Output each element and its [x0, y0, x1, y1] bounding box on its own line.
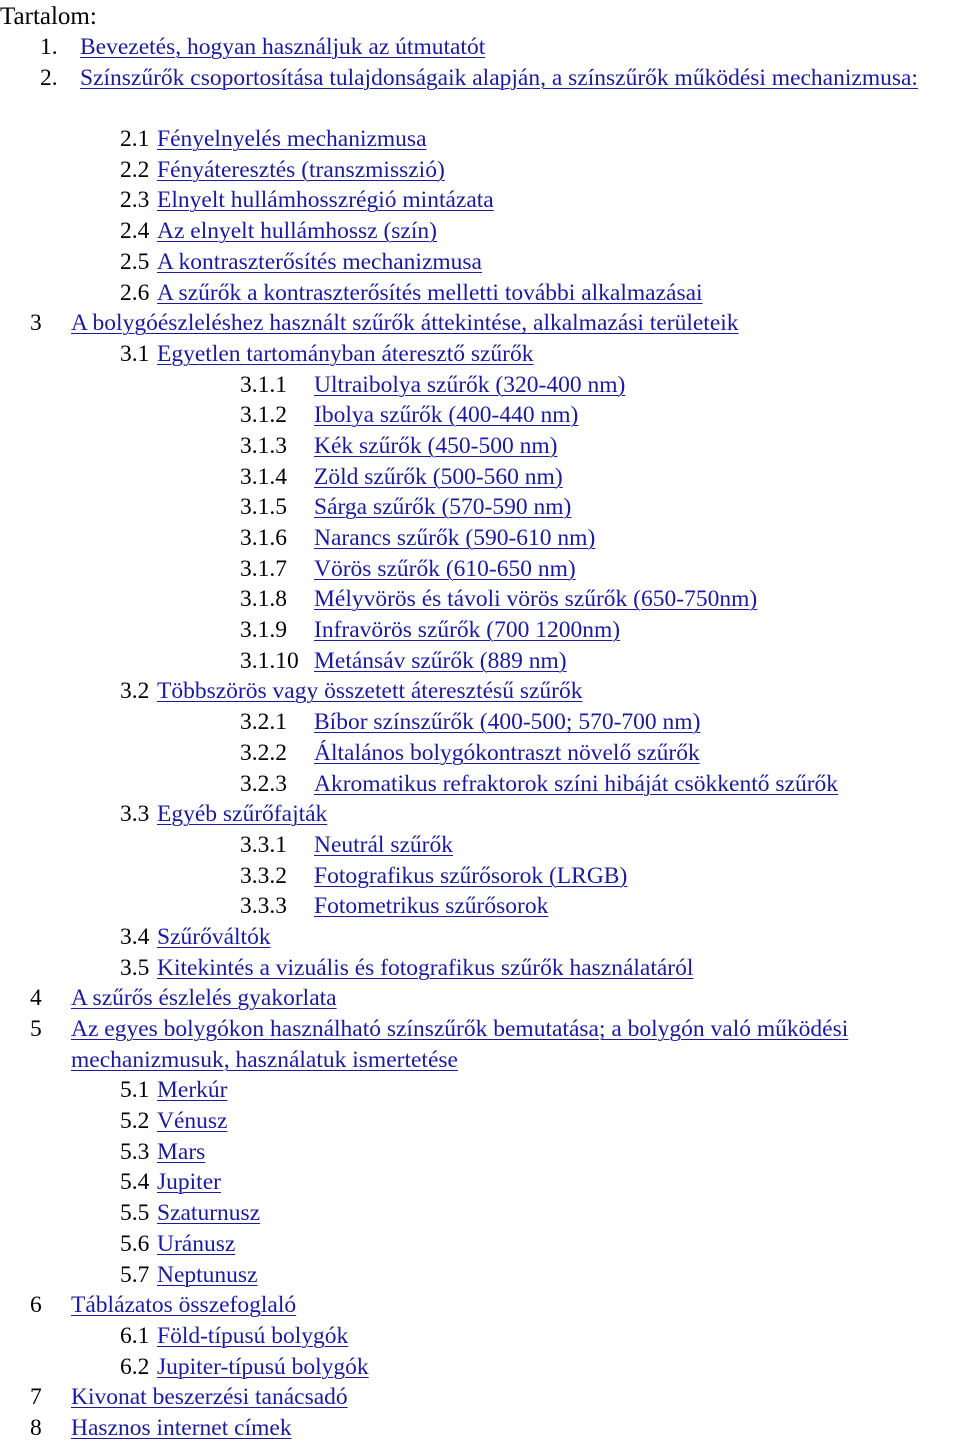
toc-entry: [0, 738, 960, 769]
toc-entry: [0, 339, 960, 370]
toc-entry-link[interactable]: Mars: [157, 1138, 206, 1165]
toc-entry: [0, 370, 960, 401]
toc-entry: [0, 492, 960, 523]
toc-list: [0, 32, 960, 1444]
toc-entry-link[interactable]: Színszűrők csoportosítása tulajdonságaik alapján, a színszűrők működési mechanizmusa:: [80, 64, 918, 91]
toc-entry-number: 6.1: [120, 1322, 150, 1349]
toc-entry: [0, 1321, 960, 1352]
toc-entry-number: 5.2: [120, 1108, 150, 1135]
toc-entry-link[interactable]: Neutrál szűrők: [314, 831, 453, 858]
toc-entry-number: 3.2: [120, 678, 150, 705]
toc-entry-number: 2.: [40, 64, 58, 91]
toc-entry-number: 3.1.7: [240, 555, 287, 582]
toc-entry-link[interactable]: Elnyelt hullámhosszrégió mintázata: [157, 187, 494, 214]
toc-entry-link[interactable]: Bevezetés, hogyan használjuk az útmutatót: [80, 34, 486, 60]
toc-entry-number: 3.1.2: [240, 402, 287, 429]
toc-entry: [0, 1260, 960, 1291]
toc-entry-link[interactable]: Infravörös szűrők (700 1200nm): [314, 617, 621, 644]
toc-entry-link[interactable]: Merkúr: [157, 1077, 228, 1104]
toc-entry-number: 3.3.1: [240, 831, 287, 858]
toc-entry-link[interactable]: Akromatikus refraktorok színi hibáját csökkentő szűrők: [314, 770, 839, 797]
toc-entry-link[interactable]: Ibolya szűrők (400-440 nm): [314, 402, 579, 429]
toc-entry-number: 5.1: [120, 1077, 150, 1104]
toc-entry-number: 2.5: [120, 248, 150, 275]
toc-entry-number: 7: [30, 1384, 42, 1411]
toc-entry-link[interactable]: Mélyvörös és távoli vörös szűrők (650-750nm): [314, 586, 758, 613]
toc-entry-link[interactable]: Egyetlen tartományban áteresztő szűrők: [157, 340, 534, 367]
toc-entry-number: 3.1.10: [240, 647, 299, 674]
toc-entry: [0, 891, 960, 922]
toc-entry-number: 2.6: [120, 279, 150, 306]
toc-entry: [0, 32, 960, 63]
toc-entry-number: 2.4: [120, 218, 150, 245]
toc-entry-link[interactable]: A bolygóészleléshez használt szűrők áttekintése, alkalmazási területeik: [71, 310, 739, 337]
toc-entry-number: 3.5: [120, 954, 150, 981]
toc-entry-number: 3.1.4: [240, 463, 287, 490]
toc-entry-link[interactable]: Táblázatos összefoglaló: [71, 1292, 297, 1319]
toc-entry: [0, 278, 960, 309]
toc-entry-number: 2.1: [120, 126, 150, 153]
toc-entry-link[interactable]: Egyéb szűrőfajták: [157, 801, 328, 828]
toc-entry: [0, 554, 960, 585]
toc-entry-link[interactable]: Kivonat beszerzési tanácsadó: [71, 1384, 348, 1411]
toc-entry-number: 3.1.6: [240, 525, 287, 552]
toc-entry: [0, 983, 960, 1014]
toc-entry-link[interactable]: A szűrős észlelés gyakorlata: [71, 985, 337, 1012]
toc-entry: [0, 308, 960, 339]
toc-entry: [0, 861, 960, 892]
toc-entry-link[interactable]: Az egyes bolygókon használható színszűrők bemutatása; a bolygón való működési mechanizmusuk, használatuk ismertetése: [71, 1016, 849, 1073]
toc-entry-link[interactable]: Fotometrikus szűrősorok: [314, 893, 549, 920]
toc-entry-number: 8: [30, 1414, 42, 1441]
toc-entry-link[interactable]: Fotografikus szűrősorok (LRGB): [314, 862, 628, 889]
toc-entry-link[interactable]: A kontraszterősítés mechanizmusa: [157, 248, 482, 275]
toc-entry-link[interactable]: Vörös szűrők (610-650 nm): [314, 555, 576, 582]
toc-entry-link[interactable]: Általános bolygókontraszt növelő szűrők: [314, 739, 700, 766]
toc-entry-link[interactable]: Metánsáv szűrők (889 nm): [314, 647, 567, 674]
toc-entry: [0, 707, 960, 738]
toc-entry: [0, 1167, 960, 1198]
toc-entry-link[interactable]: Narancs szűrők (590-610 nm): [314, 525, 596, 552]
toc-entry: [0, 769, 960, 800]
toc-entry-number: 5: [30, 1016, 42, 1043]
toc-entry-link[interactable]: Jupiter: [157, 1169, 221, 1196]
toc-entry: [0, 1352, 960, 1383]
toc-entry-number: 6: [30, 1292, 42, 1319]
toc-entry-number: 5.6: [120, 1230, 150, 1257]
toc-entry-number: 1.: [40, 34, 58, 60]
toc-entry-number: 6.2: [120, 1353, 150, 1380]
toc-entry-number: 3.1.8: [240, 586, 287, 613]
toc-entry: [0, 523, 960, 554]
toc-entry-link[interactable]: A szűrők a kontraszterősítés melletti további alkalmazásai: [157, 279, 703, 306]
toc-entry-number: 3.1.1: [240, 371, 287, 398]
toc-entry-link[interactable]: Jupiter-típusú bolygók: [157, 1353, 369, 1380]
toc-entry-number: 3.2.2: [240, 739, 287, 766]
toc-entry: [0, 431, 960, 462]
toc-entry-number: 5.7: [120, 1261, 150, 1288]
toc-entry-link[interactable]: Vénusz: [157, 1108, 228, 1135]
toc-entry-number: 5.4: [120, 1169, 150, 1196]
toc-entry-number: 3.1.5: [240, 494, 287, 521]
toc-entry-link[interactable]: Többszörös vagy összetett áteresztésű szűrők: [157, 678, 583, 705]
toc-entry-link[interactable]: Uránusz: [157, 1230, 236, 1257]
toc-entry: [0, 676, 960, 707]
toc-entry-number: 3.4: [120, 923, 150, 950]
toc-entry-link[interactable]: Szaturnusz: [157, 1200, 261, 1227]
toc-entry: [0, 1014, 960, 1075]
toc-entry: [0, 1198, 960, 1229]
toc-entry: [0, 462, 960, 493]
toc-entry-number: 5.5: [120, 1200, 150, 1227]
toc-entry-number: 4: [30, 985, 42, 1012]
toc-entry-number: 3: [30, 310, 42, 337]
toc-entry-link[interactable]: Az elnyelt hullámhossz (szín): [157, 218, 437, 245]
toc-entry-number: 3.2.1: [240, 709, 287, 736]
toc-entry-number: 3.1: [120, 340, 150, 367]
toc-entry-number: 3.3: [120, 801, 150, 828]
toc-entry-link[interactable]: Szűrőváltók: [157, 923, 271, 950]
toc-entry: [0, 155, 960, 186]
toc-entry-number: 3.3.2: [240, 862, 287, 889]
toc-entry-number: 2.2: [120, 156, 150, 183]
toc-entry: [0, 1137, 960, 1168]
toc-entry-link[interactable]: Fényelnyelés mechanizmusa: [157, 126, 427, 153]
toc-entry-link[interactable]: Neptunusz: [157, 1261, 258, 1288]
toc-entry-link[interactable]: Sárga szűrők (570-590 nm): [314, 494, 572, 521]
toc-entry-link[interactable]: Föld-típusú bolygók: [157, 1322, 349, 1349]
toc-entry-link[interactable]: Fényáteresztés (transzmisszió): [157, 156, 445, 183]
toc-entry: [0, 400, 960, 431]
toc-entry: [0, 247, 960, 278]
toc-entry: [0, 584, 960, 615]
toc-entry-link[interactable]: Bíbor színszűrők (400-500; 570-700 nm): [314, 709, 701, 736]
toc-entry-link[interactable]: Kitekintés a vizuális és fotografikus szűrők használatáról: [157, 954, 694, 981]
toc-entry: [0, 124, 960, 155]
toc-entry: [0, 953, 960, 984]
toc-entry-number: 2.3: [120, 187, 150, 214]
toc-entry: [0, 1075, 960, 1106]
toc-entry-link[interactable]: Ultraibolya szűrők (320-400 nm): [314, 371, 626, 398]
toc-entry: [0, 63, 960, 124]
toc-entry-number: 5.3: [120, 1138, 150, 1165]
toc-entry: [0, 922, 960, 953]
toc-entry-number: 3.1.3: [240, 432, 287, 459]
toc-entry: [0, 185, 960, 216]
toc-entry: [0, 830, 960, 861]
toc-entry: [0, 1229, 960, 1260]
toc-entry: [0, 1290, 960, 1321]
toc-entry-link[interactable]: Zöld szűrők (500-560 nm): [314, 463, 563, 490]
toc-entry: [0, 1106, 960, 1137]
toc-entry-number: 3.2.3: [240, 770, 287, 797]
toc-entry-number: 3.1.9: [240, 617, 287, 644]
toc-entry-link[interactable]: Hasznos internet címek: [71, 1414, 292, 1441]
toc-entry-link[interactable]: Kék szűrők (450-500 nm): [314, 432, 558, 459]
toc-entry: [0, 646, 960, 677]
toc-entry: [0, 615, 960, 646]
toc-title: Tartalom:: [0, 3, 97, 30]
toc-entry: [0, 1413, 960, 1444]
toc-entry: [0, 799, 960, 830]
toc-entry: [0, 1382, 960, 1413]
toc-entry: [0, 216, 960, 247]
toc-entry-number: 3.3.3: [240, 893, 287, 920]
